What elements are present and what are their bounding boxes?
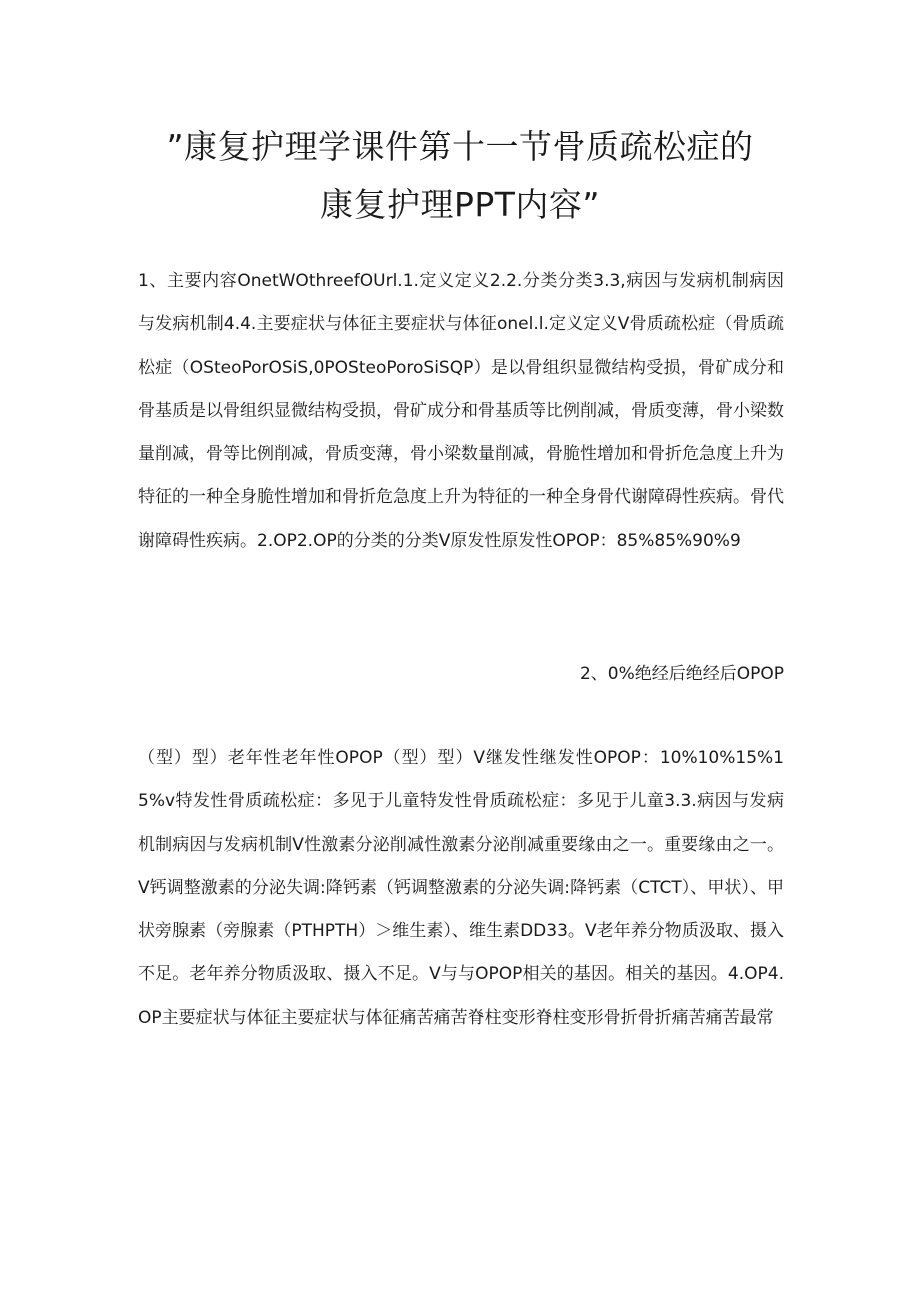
title-line-2: 康复护理PPT内容”: [319, 185, 601, 224]
paragraph-1: 1、主要内容OnetWOthreefOUrl.1.定义定义2.2.分类分类3.3,病因与发病机制病因与发病机制4.4.主要症状与体征主要症状与体征onel.l.定义定义V骨质疏松症（骨质疏松症（OSteoPorOSiS,0POSteoPoroSiSQP）是以骨组织显微结构受损，骨矿成分和骨基质是以骨组织显微结构受损，骨矿成分和骨基质等比例削减，骨质变薄，骨小梁数量削减，骨等比例削减，骨质变薄，骨小梁数量削减，骨脆性增加和骨折危急度上升为特征的一种全身脆性增加和骨折危急度上升为特征的一种全身骨代谢障碍性疾病。骨代谢障碍性疾病。2.OP2.OP的分类的分类V原发性原发性OPOP：85%85%90%9: [138, 271, 784, 551]
document-title: [100, 118, 820, 234]
paragraph-2: 2、0%绝经后绝经后OPOP: [579, 664, 784, 684]
title-line-1: ”康复护理学课件第十一节骨质疏松症的: [166, 127, 754, 166]
paragraph-3: （型）型）老年性老年性OPOP（型）型）V继发性继发性OPOP：10%10%15%15%v特发性骨质疏松症：多见于儿童特发性骨质疏松症：多见于儿童3.3.病因与发病机制病因与发病机制V性激素分泌削减性激素分泌削减重要缘由之一。重要缘由之一。V钙调整激素的分泌失调:降钙素（钙调整激素的分泌失调:降钙素（CTCT）、甲状）、甲状旁腺素（旁腺素（PTHPTH）＞维生素）、维生素DD33。V老年养分物质汲取、摄入不足。老年养分物质汲取、摄入不足。V与与OPOP相关的基因。相关的基因。4.OP4.OP主要症状与体征主要症状与体征痛苦痛苦脊柱变形脊柱变形骨折骨折痛苦痛苦最常: [138, 748, 784, 1028]
